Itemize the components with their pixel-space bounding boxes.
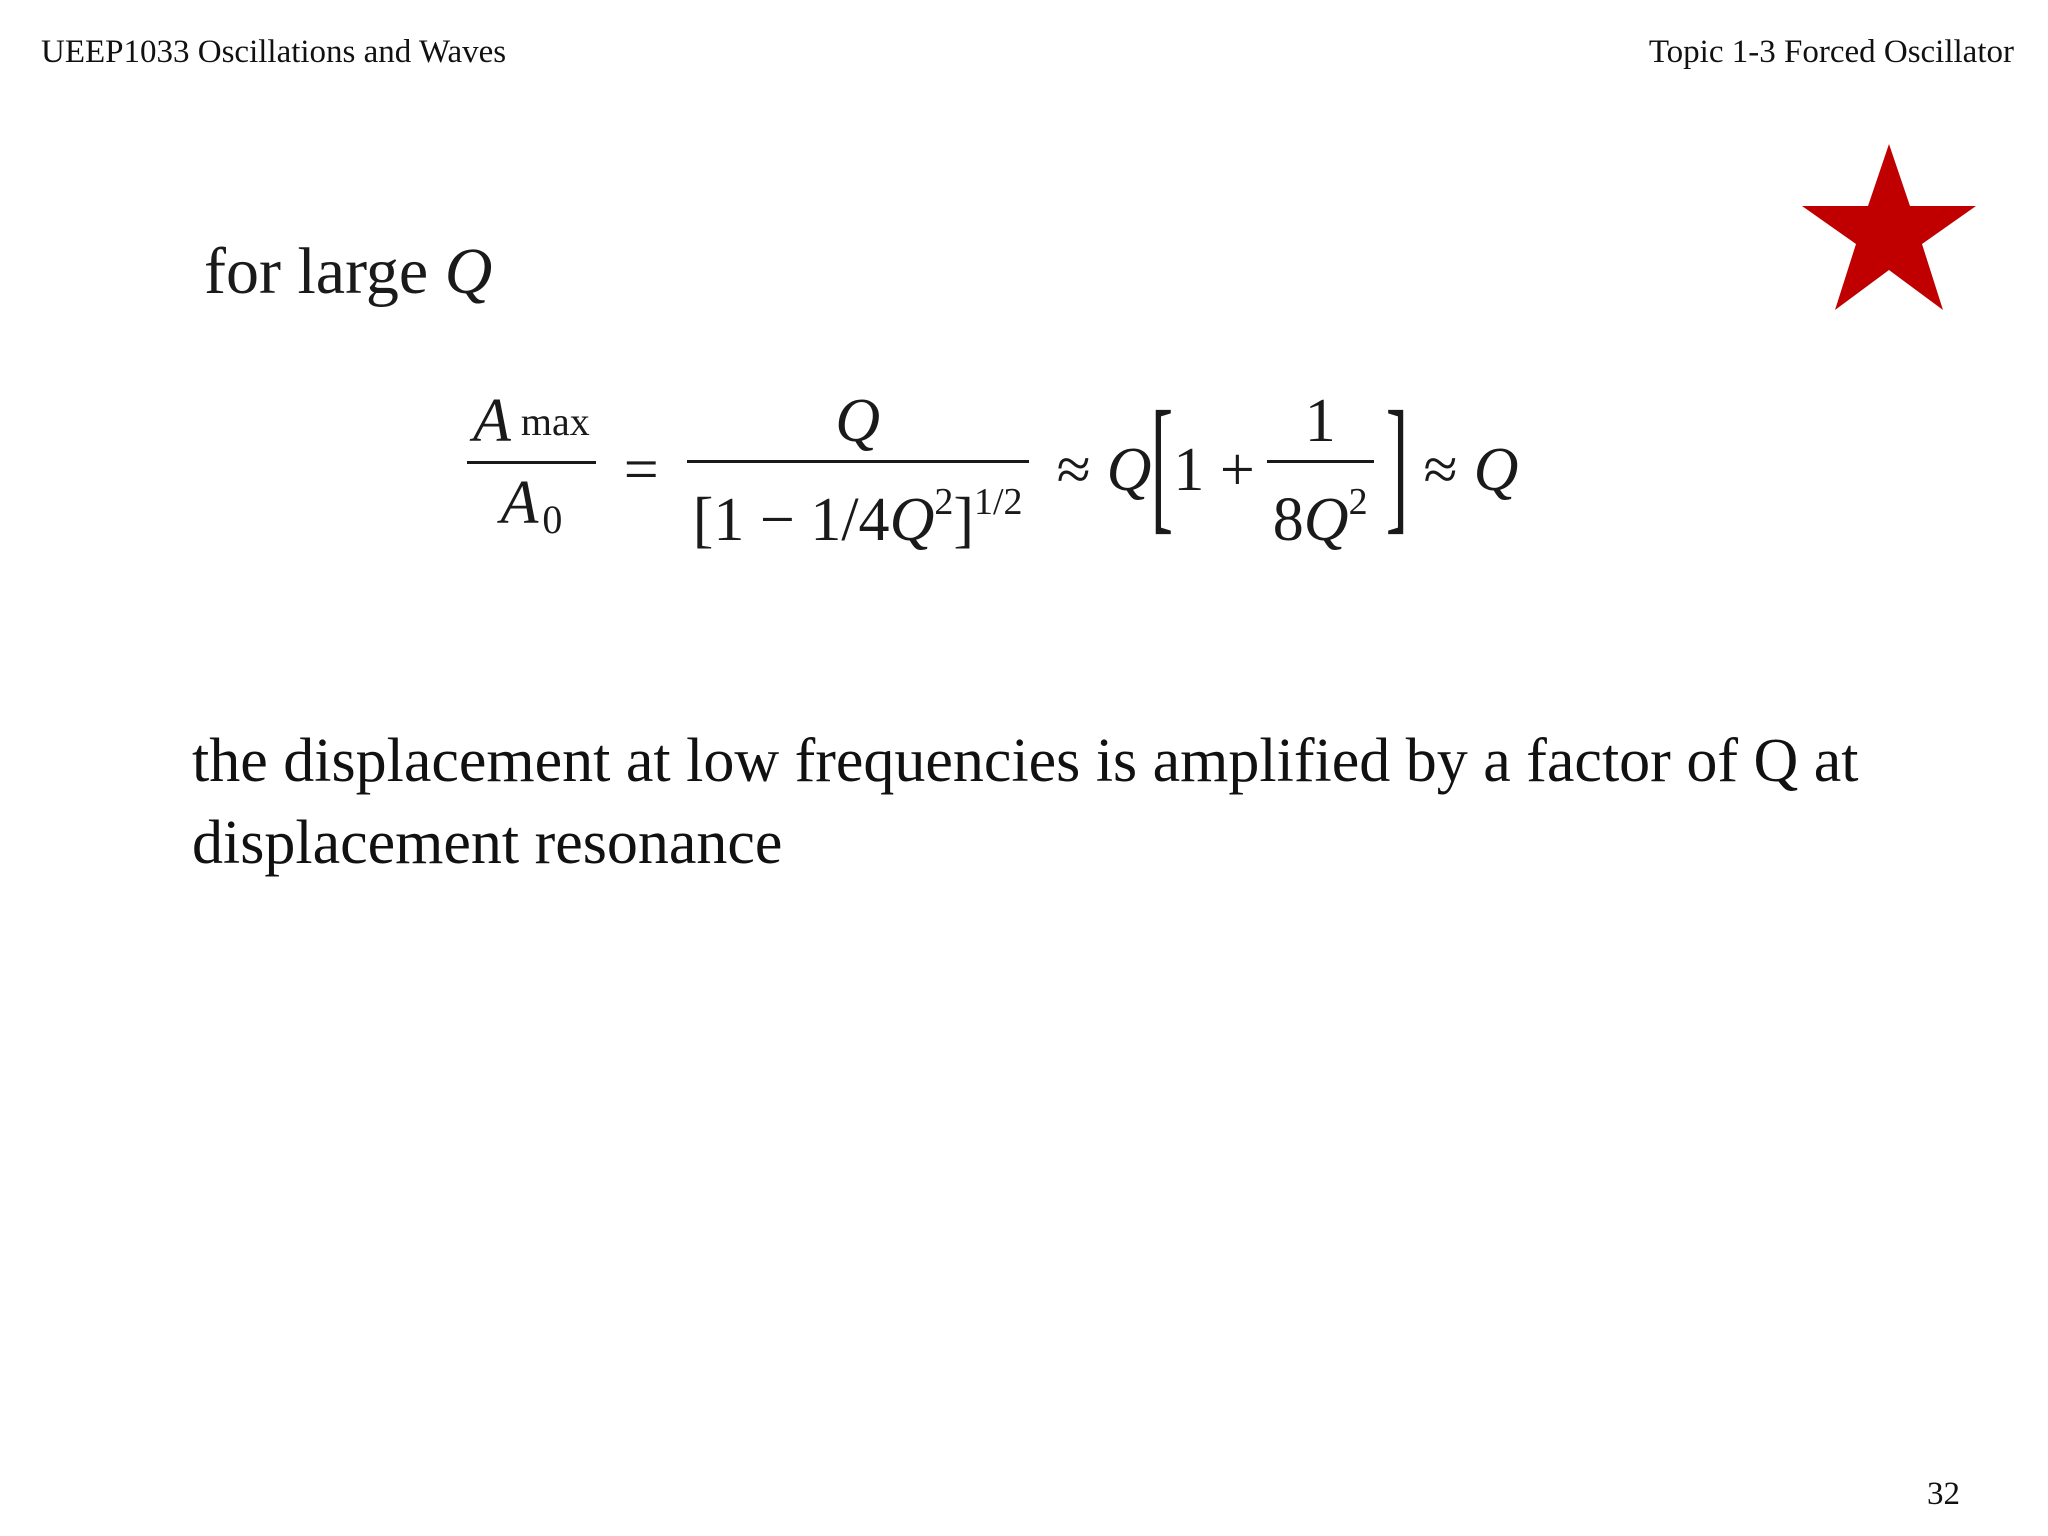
q-factor-denominator: $[1 - 1/4Q^2]^{1/2}$: [692, 480, 1023, 554]
correction-fraction: [1267, 382, 1374, 559]
correction-numerator: 1: [1304, 386, 1336, 455]
amplitude-equation: [455, 380, 1518, 560]
close-bracket: ]: [1385, 381, 1408, 547]
intro-variable: Q: [444, 235, 493, 308]
q-symbol: Q: [1473, 435, 1519, 504]
one-plus-term: 1 +: [1173, 435, 1255, 504]
page-number: 32: [1927, 1476, 1960, 1512]
amplitude-ratio-denominator: A $_0$: [500, 468, 563, 542]
approx-sign: ≈: [1423, 435, 1458, 504]
approx-sign: ≈: [1056, 435, 1091, 504]
q-factor-numerator: Q: [835, 386, 881, 455]
intro-prefix: for large: [204, 235, 429, 308]
open-bracket: [: [1151, 381, 1174, 547]
q-factor-fraction: [687, 382, 1029, 559]
intro-text: [204, 232, 492, 312]
course-title: UEEP1033 Oscillations and Waves: [41, 34, 507, 70]
star-icon: [1800, 142, 1978, 312]
correction-denominator: $8Q^2$: [1272, 480, 1368, 554]
topic-title: Topic 1-3 Forced Oscillator: [1648, 34, 2014, 70]
equals-sign: =: [623, 435, 659, 504]
amplitude-ratio-numerator: A max: [473, 386, 590, 455]
amplitude-ratio-fraction: [467, 382, 596, 559]
q-symbol: Q: [1106, 435, 1152, 504]
explanation-text: the displacement at low frequencies is amplified by a factor of Q at displacement resonance: [192, 727, 1859, 877]
